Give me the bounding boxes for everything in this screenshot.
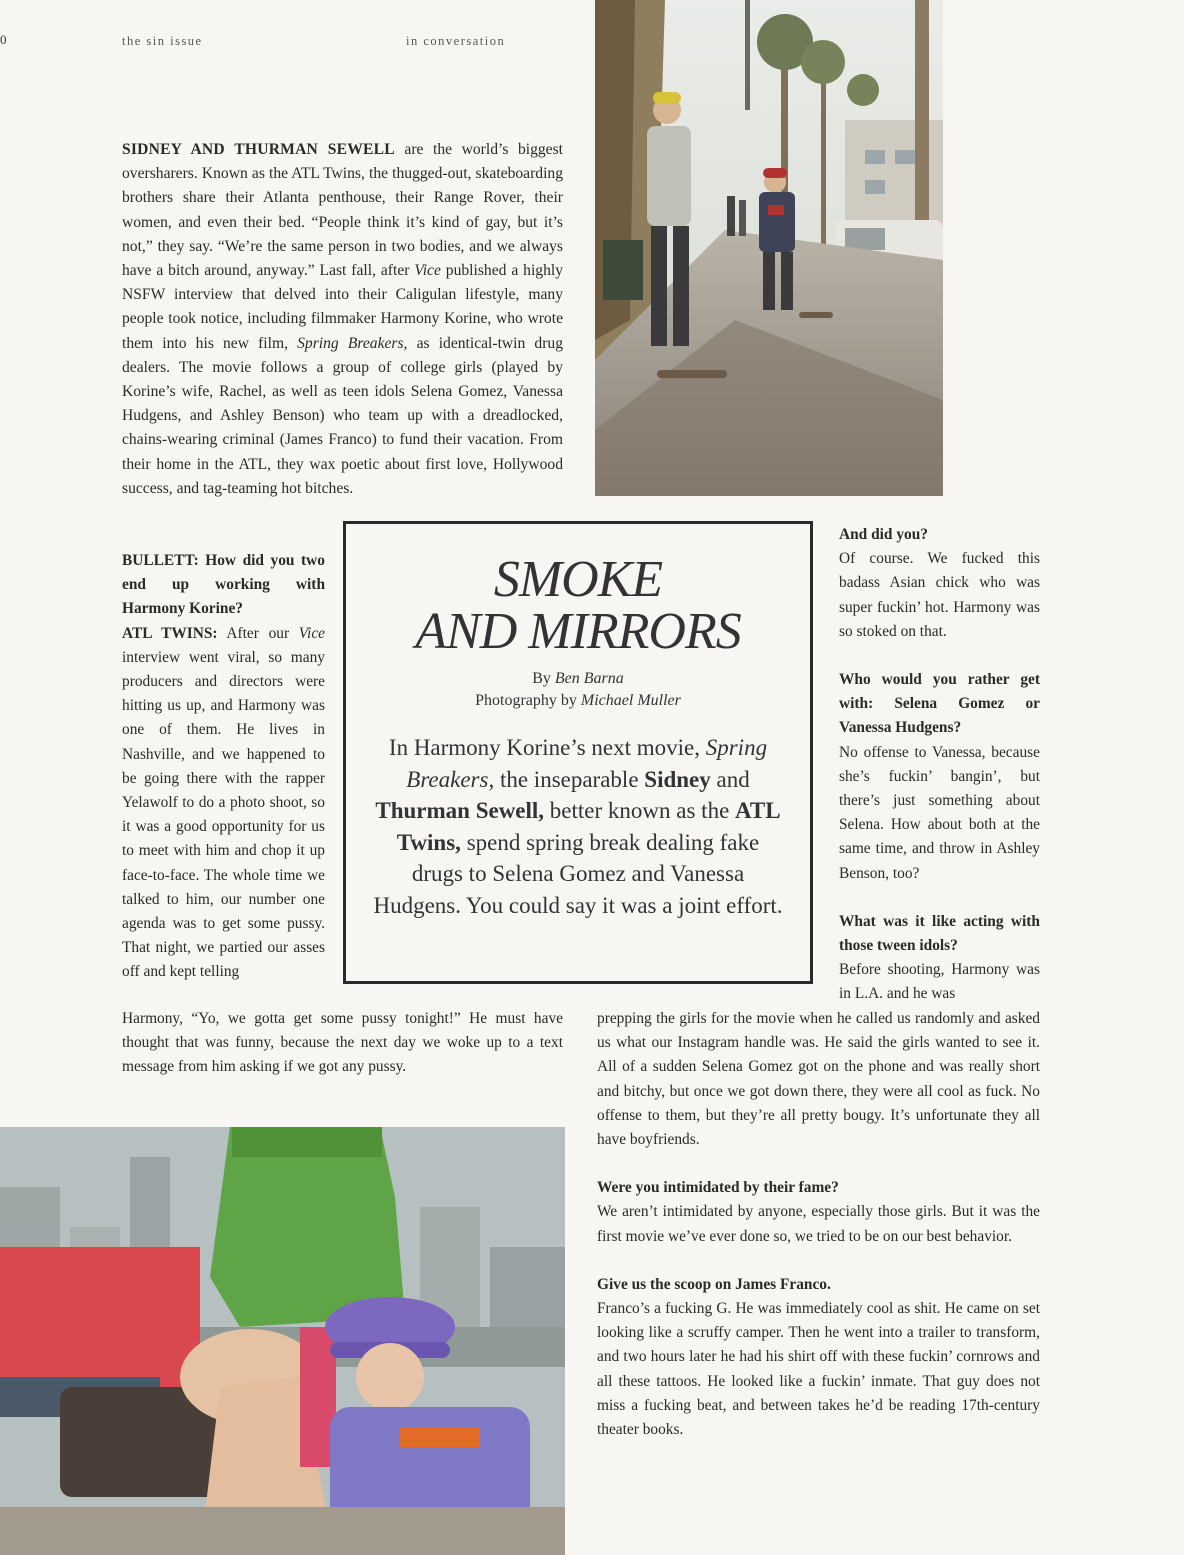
deck-text-2: the inseparable — [494, 766, 645, 792]
intro-paragraph — [122, 138, 563, 501]
by-label: By — [532, 670, 555, 687]
section-label-left: the sin issue — [122, 34, 203, 48]
answer-harmony-text-1: After our — [217, 624, 299, 642]
qa-right-column — [839, 523, 1040, 1007]
author-credit — [346, 668, 810, 690]
answer-harmony — [122, 622, 325, 985]
title-callout-box — [343, 521, 813, 984]
speaker-label: ATL TWINS: — [122, 624, 218, 642]
photo-skateboarders-street — [595, 0, 943, 496]
answer-harmony-text-2: interview went viral, so many producers and directors were hitting us up, and Harmony was one of them. He lives in Nashville, and we happened to be going there with the rapper Yelawolf to do a photo shoot, so it was a good opportunity for us to meet with him and chop it up face-to-face. The whole time we talked to him, our number one agenda was to get some pussy. That night, we partied our asses off and kept telling — [122, 648, 325, 981]
article-deck — [373, 732, 783, 921]
byline — [346, 668, 810, 712]
title-line-2: AND MIRRORS — [415, 603, 741, 660]
answer-james-franco: Franco’s a fucking G. He was immediately cool as shit. He came on set looking like a scruffy camper. Then he went into a trailer to transform, and two hours later he had his shirt off with these fuckin’ cornrows and all these tattoos. He looked like a fuckin’ inmate. That guy does not miss a fucking beat, and between takes he’d be reading 17th-century theater books. — [597, 1300, 1040, 1439]
photo-rooftop-scene — [0, 1127, 565, 1555]
question-selena-vanessa: Who would you rather get with: Selena Gomez or Vanessa Hudgens? — [839, 671, 1040, 737]
question-did-you: And did you? — [839, 526, 928, 543]
qa-left-column — [122, 549, 325, 985]
deck-text-1: In Harmony Korine’s next movie, — [388, 735, 706, 760]
page-number: 0 — [0, 32, 7, 47]
intro-text-1: are the world’s biggest oversharers. Known as the ATL Twins, the thugged-out, skateboarding brothers share their Atlanta penthouse, their Range Rover, their women, and even their bed. “People think it’s kind of gay, but it’s not,” they say. “We’re the same person in two bodies, and we always have a bitch around, anyway.” Last fall, after — [122, 141, 563, 280]
deck-film: Spring Breakers, — [406, 735, 768, 792]
deck-text-3: and — [710, 766, 750, 792]
author-name: Ben Barna — [554, 670, 624, 687]
answer-did-you: Of course. We fucked this badass Asian chick who was super fuckin’ hot. Harmony was so stoked on that. — [839, 550, 1040, 640]
intro-vice: Vice — [414, 262, 441, 280]
article-title — [346, 551, 810, 660]
deck-twins: ATL Twins, — [396, 798, 781, 855]
qa-bottom-column — [597, 1007, 1040, 1442]
answer-tween-idols-continued: prepping the girls for the movie when he called us randomly and asked us what our Instagram handle was. He said the girls wanted to see it. All of a sudden Selena Gomez got on the phone and was really short and bitchy, but once we got down there, they were all cool as fuck. No offense to them, but they’re all pretty bougy. It’s unfortunate they all have boyfriends. — [597, 1010, 1040, 1149]
section-label-center: in conversation — [406, 34, 506, 48]
question-james-franco: Give us the scoop on James Franco. — [597, 1275, 831, 1293]
photo-credit — [346, 690, 810, 712]
intro-lead: SIDNEY AND THURMAN SEWELL — [122, 141, 395, 158]
deck-text-5: spend spring break dealing fake drugs to Selena Gomez and Vanessa Hudgens. You could say it was a joint effort. — [373, 829, 783, 918]
title-line-1: SMOKE — [493, 551, 663, 608]
deck-sidney: Sidney — [644, 766, 711, 792]
intro-text-2: published a highly NSFW interview that delved into their Caligulan lifestyle, many people took notice, including filmmaker Harmony Korine, who wrote them into his new film, — [122, 262, 564, 352]
photo-label: Photography by — [475, 692, 581, 709]
question-tween-idols: What was it like acting with those tween idols? — [839, 912, 1040, 955]
answer-harmony-continued-text: Harmony, “Yo, we gotta get some pussy tonight!” He must have thought that was funny, because the next day we woke up to a text message from him asking if we got any pussy. — [122, 1010, 563, 1076]
answer-fame: We aren’t intimidated by anyone, especially those girls. But it was the first movie we’ve ever done so, we tried to be on our best behavior. — [597, 1203, 1040, 1245]
answer-selena-vanessa: No offense to Vanessa, because she’s fuckin’ bangin’, but there’s just something about Selena. How about both at the same time, and throw in Ashley Benson, too? — [839, 743, 1040, 882]
intro-film: Spring Breakers, — [297, 334, 408, 352]
question-fame: Were you intimidated by their fame? — [597, 1179, 839, 1197]
question-harmony: BULLETT: How did you two end up working with Harmony Korine? — [122, 552, 325, 618]
answer-harmony-continued — [122, 1007, 563, 1080]
photographer-name: Michael Muller — [580, 692, 681, 709]
intro-text-3: as identical-twin drug dealers. The movie follows a group of college girls (played by Korine’s wife, Rachel, as well as teen idols Selena Gomez, Vanessa Hudgens, and Ashley Benson) who team up with a dreadlocked, chains-wearing criminal (James Franco) to fund their vacation. From their home in the ATL, they wax poetic about first love, Hollywood success, and tag-teaming hot bitches. — [122, 334, 563, 497]
deck-text-4: better known as the — [544, 798, 736, 823]
answer-tween-idols: Before shooting, Harmony was in L.A. and he was — [839, 961, 1040, 1003]
deck-thurman: Thurman Sewell, — [375, 798, 545, 823]
answer-harmony-vice: Vice — [298, 624, 325, 642]
